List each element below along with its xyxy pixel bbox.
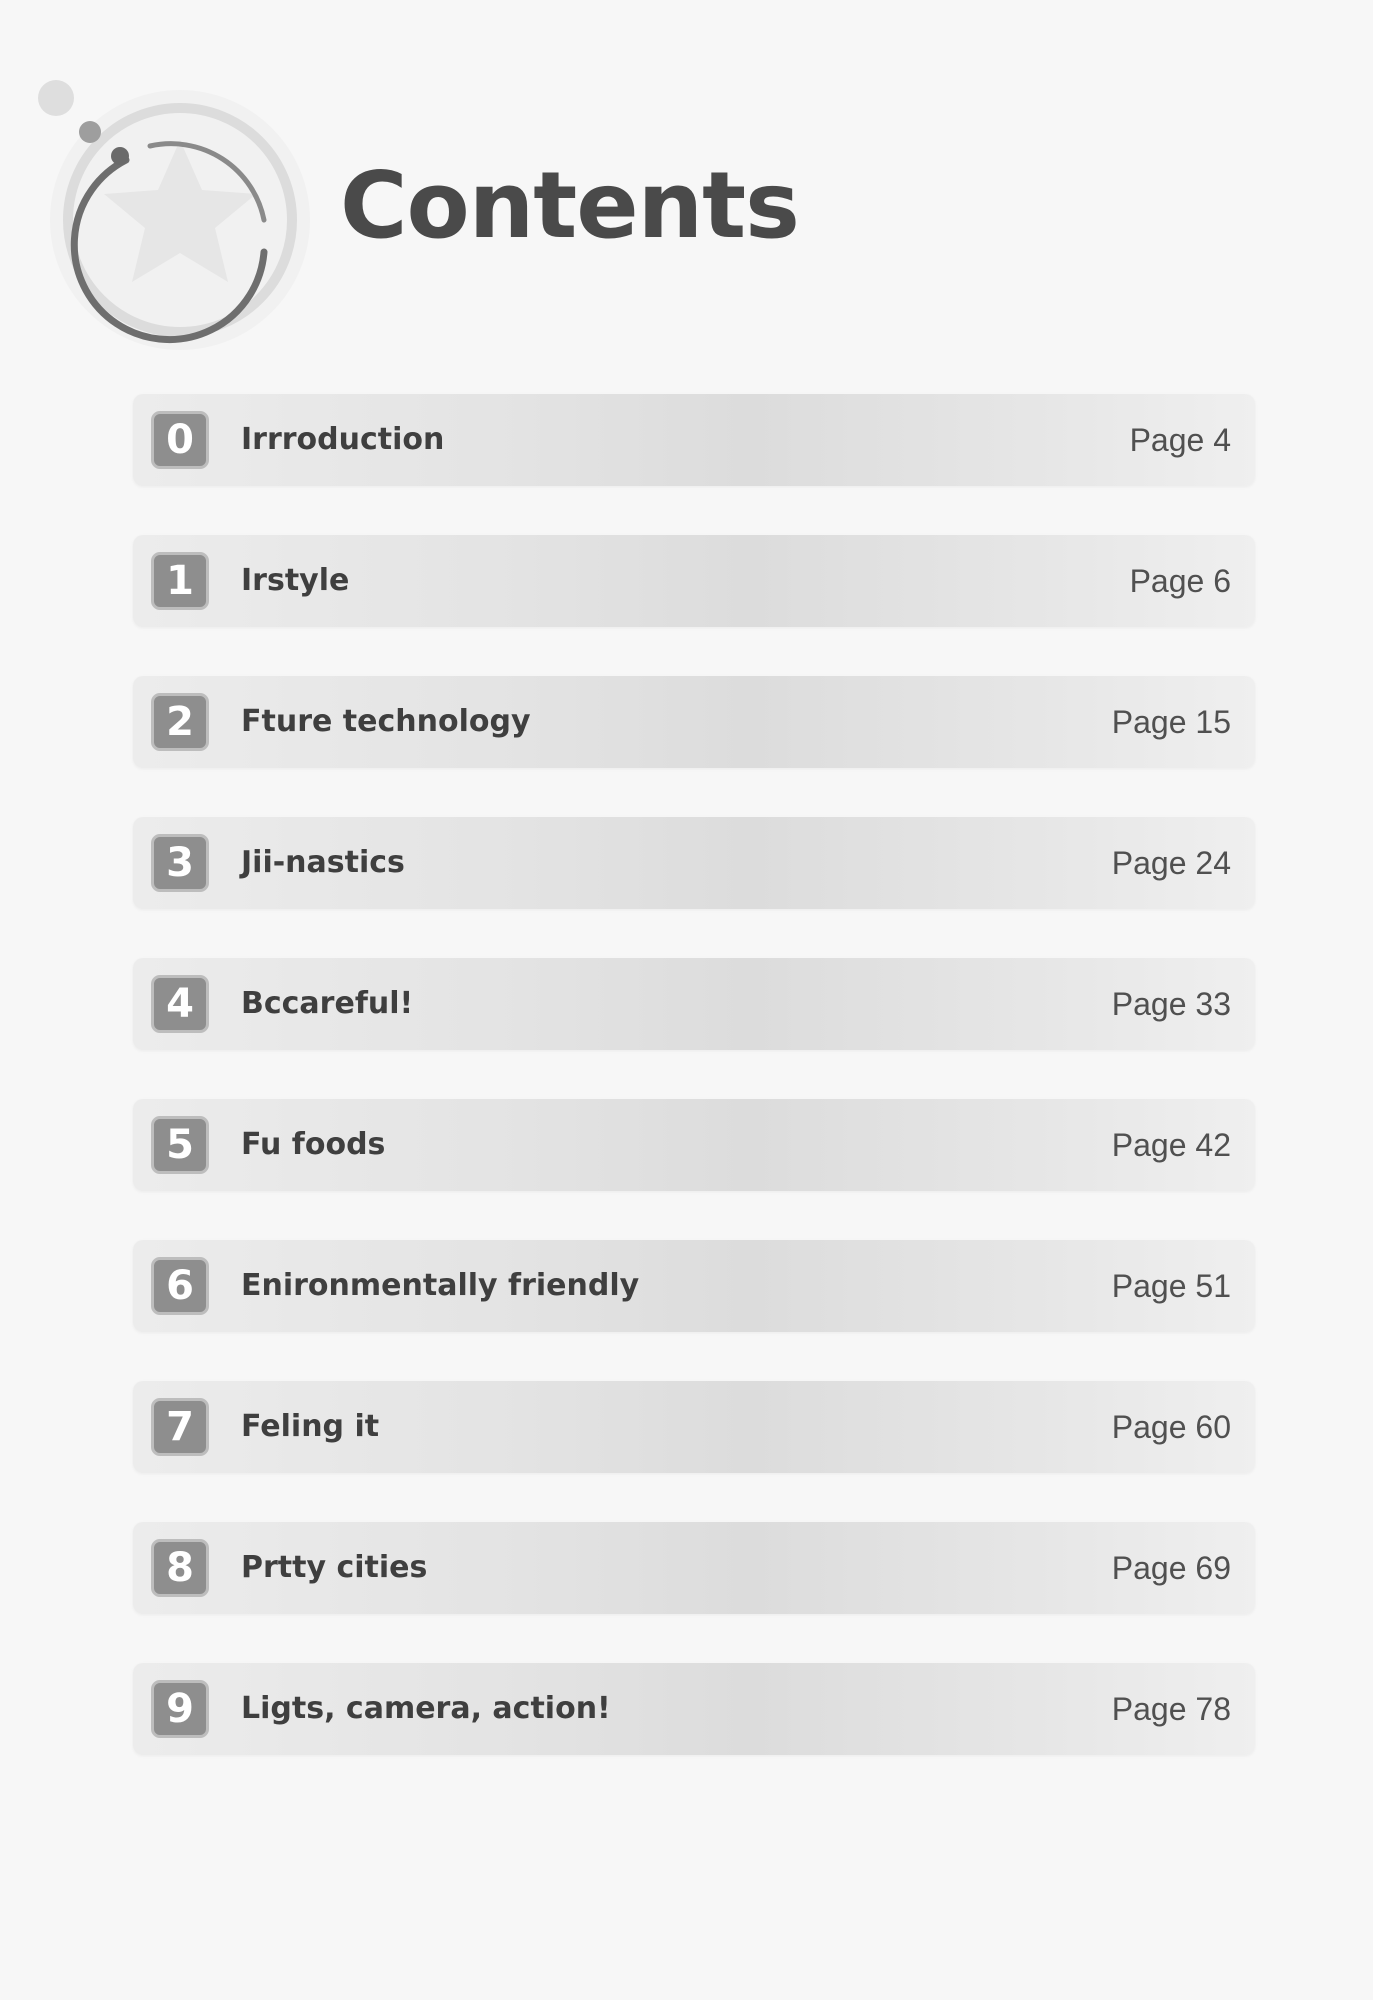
unit-title: Fu foods <box>241 1127 386 1162</box>
unit-title: Feling it <box>241 1409 380 1444</box>
page-reference: Page 42 <box>1111 1127 1231 1163</box>
toc-entry-unit-9[interactable] <box>133 1663 1255 1755</box>
unit-title: Jii-nastics <box>241 845 405 880</box>
unit-title: Fture technology <box>241 704 531 739</box>
toc-entry-unit-3[interactable] <box>133 817 1255 909</box>
page-reference: Page 24 <box>1111 845 1231 881</box>
toc-entry-unit-1[interactable] <box>133 535 1255 627</box>
page-reference: Page 6 <box>1129 563 1231 599</box>
table-of-contents <box>133 394 1255 1804</box>
unit-title: Ligts, camera, action! <box>241 1691 611 1726</box>
page-reference: Page 60 <box>1111 1409 1231 1445</box>
page-reference: Page 15 <box>1111 704 1231 740</box>
page-reference: Page 33 <box>1111 986 1231 1022</box>
toc-entry-unit-0[interactable] <box>133 394 1255 486</box>
unit-number-badge: 6 <box>151 1257 209 1315</box>
unit-number-badge: 8 <box>151 1539 209 1597</box>
unit-number-badge: 3 <box>151 834 209 892</box>
toc-entry-unit-6[interactable] <box>133 1240 1255 1332</box>
unit-title: Enironmentally friendly <box>241 1268 640 1303</box>
unit-title: Irstyle <box>241 563 350 598</box>
toc-entry-unit-5[interactable] <box>133 1099 1255 1191</box>
unit-number-badge: 5 <box>151 1116 209 1174</box>
page-title: Contents <box>340 152 799 259</box>
unit-title: Prtty cities <box>241 1550 428 1585</box>
unit-number-badge: 0 <box>151 411 209 469</box>
page-reference: Page 78 <box>1111 1691 1231 1727</box>
page-reference: Page 51 <box>1111 1268 1231 1304</box>
unit-number-badge: 9 <box>151 1680 209 1738</box>
page-reference: Page 69 <box>1111 1550 1231 1586</box>
unit-number-badge: 4 <box>151 975 209 1033</box>
unit-title: Irrroduction <box>241 422 445 457</box>
unit-number-badge: 1 <box>151 552 209 610</box>
star-orbit-logo <box>30 70 310 370</box>
toc-entry-unit-4[interactable] <box>133 958 1255 1050</box>
page-reference: Page 4 <box>1129 422 1231 458</box>
unit-number-badge: 7 <box>151 1398 209 1456</box>
unit-number-badge: 2 <box>151 693 209 751</box>
unit-title: Bccareful! <box>241 986 414 1021</box>
toc-entry-unit-7[interactable] <box>133 1381 1255 1473</box>
toc-entry-unit-8[interactable] <box>133 1522 1255 1614</box>
toc-entry-unit-2[interactable] <box>133 676 1255 768</box>
